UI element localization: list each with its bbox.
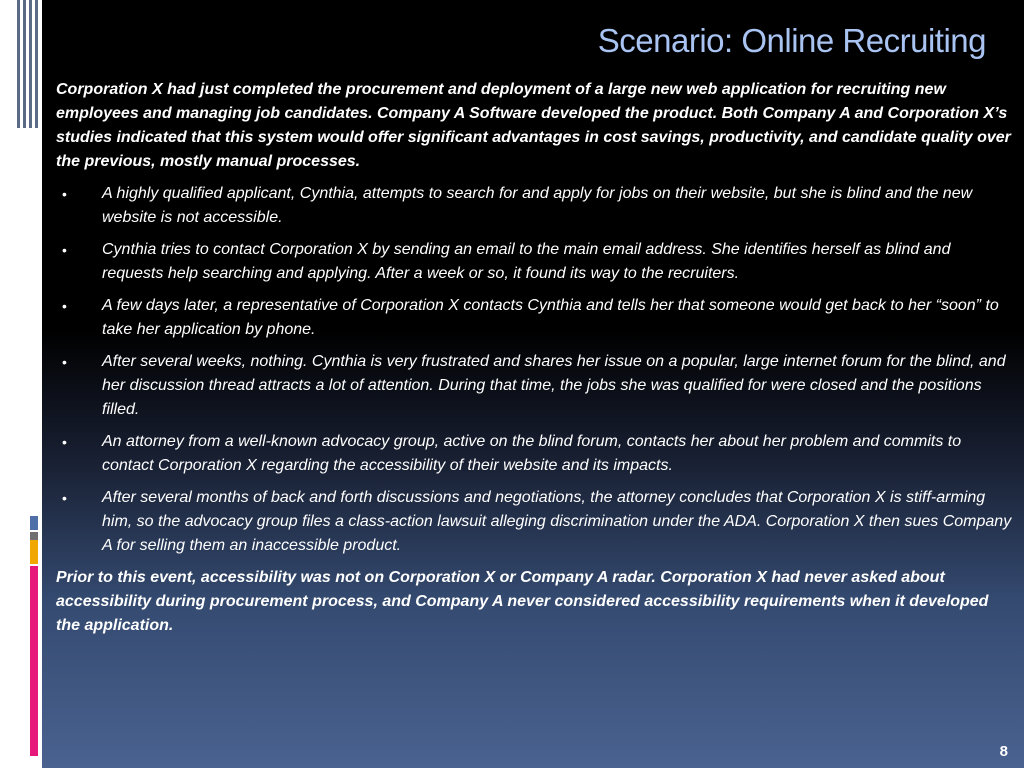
bullet-icon: • <box>62 354 67 370</box>
bullet-icon: • <box>62 490 67 506</box>
sidebar-accent-orange <box>30 540 38 564</box>
bullet-text: An attorney from a well-known advocacy group, active on the blind forum, contacts her about her problem and commits to contact Corporation X regarding the accessibility of their website and its impacts. <box>102 433 962 474</box>
closing-paragraph: Prior to this event, accessibility was not on Corporation X or Company A radar. Corporation X had never asked about accessibility during procurement process, and Company A never considered accessibility requirements when it developed the application. <box>56 569 989 634</box>
bullet-list <box>56 182 1016 558</box>
bullet-icon: • <box>62 298 67 314</box>
slide-title: Scenario: Online Recruiting <box>597 22 986 59</box>
sidebar-decoration <box>0 0 42 768</box>
slide-content <box>56 78 1016 638</box>
bullet-text: A highly qualified applicant, Cynthia, attempts to search for and apply for jobs on their website, but she is blind and the new website is not accessible. <box>102 185 973 226</box>
bullet-text: A few days later, a representative of Corporation X contacts Cynthia and tells her that someone would get back to her “soon” to take her application by phone. <box>102 297 999 338</box>
bullet-item <box>56 430 1016 478</box>
bullet-icon: • <box>62 186 67 202</box>
sidebar-accent-blue <box>30 516 38 530</box>
sidebar-accent-pink <box>30 566 38 756</box>
bullet-text: After several weeks, nothing. Cynthia is very frustrated and shares her issue on a popular, large internet forum for the blind, and her discussion thread attracts a lot of attention. During that time, the jobs she was qualified for were closed and the positions filled. <box>102 353 1006 418</box>
bullet-text: After several months of back and forth discussions and negotiations, the attorney concludes that Corporation X is stiff-arming him, so the advocacy group files a class-action lawsuit alleging discrimination under the ADA. Corporation X then sues Company A for selling them an inaccessible product. <box>102 489 1012 554</box>
bullet-icon: • <box>62 434 67 450</box>
bullet-icon: • <box>62 242 67 258</box>
page-number: 8 <box>999 743 1008 760</box>
bullet-item <box>56 486 1016 558</box>
bullet-item <box>56 238 1016 286</box>
bullet-item <box>56 182 1016 230</box>
intro-paragraph: Corporation X had just completed the procurement and deployment of a large new web application for recruiting new employees and managing job candidates. Company A Software developed the product. Both Company A and Corporation X’s studies indicated that this system would offer significant advantages in cost savings, productivity, and candidate quality over the previous, mostly manual processes. <box>56 81 1011 170</box>
bullet-item <box>56 350 1016 422</box>
bullet-text: Cynthia tries to contact Corporation X by sending an email to the main email address. She identifies herself as blind and requests help searching and applying. After a week or so, it found its way to the recruiters. <box>102 241 951 282</box>
sidebar-stripes <box>17 0 39 128</box>
bullet-item <box>56 294 1016 342</box>
